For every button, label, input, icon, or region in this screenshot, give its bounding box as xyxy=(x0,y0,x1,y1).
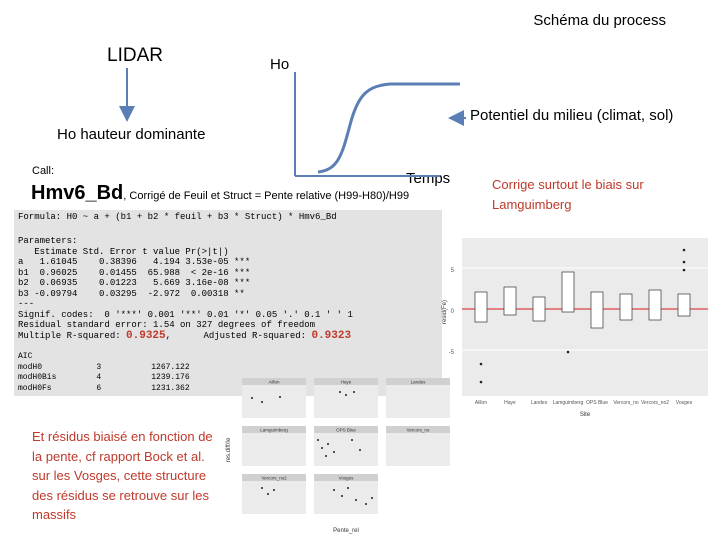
slide-title: Schéma du process xyxy=(533,12,666,29)
separator: --- xyxy=(18,299,35,309)
svg-text:Haye: Haye xyxy=(340,379,352,385)
facet-panels xyxy=(242,378,450,514)
regression-coefficients xyxy=(18,236,353,341)
ytick-label: 0 xyxy=(450,309,454,315)
aic-table xyxy=(18,352,200,394)
ho-dominante-label: Ho hauteur dominante xyxy=(57,126,206,143)
potentiel-label: Potentiel du milieu (climat, sol) xyxy=(470,107,674,124)
aic-row: modH0Bis 4 1239.176 xyxy=(18,373,190,382)
x-axis-title: Site xyxy=(579,412,591,418)
residual-se: Residual standard error: 1.54 on 327 degrees of freedom xyxy=(18,320,316,330)
svg-text:Lamguimberg: Lamguimberg xyxy=(260,427,288,433)
columns-header: Estimate Std. Error t value Pr(>|t|) xyxy=(18,246,229,257)
r-squared-line: Multiple R-squared: 0.9325, Adjusted R-squared: 0.9323 xyxy=(18,329,352,342)
corrige-note: Corrige surtout le biais sur Lamguimberg xyxy=(492,177,644,212)
svg-text:Landes: Landes xyxy=(530,400,548,406)
multiple-r2-label: Multiple R-squared: xyxy=(18,330,127,341)
growth-curve xyxy=(318,84,460,172)
regression-formula: Formula: H0 ~ a + (b1 + b2 * feuil + b3 * Struct) * Hmv6_Bd xyxy=(18,212,337,222)
svg-text:Vercors_no2: Vercors_no2 xyxy=(261,475,287,481)
svg-text:Lamguimberg: Lamguimberg xyxy=(552,400,584,406)
parameters-header: Parameters: xyxy=(18,236,78,246)
svg-text:OPS Blue: OPS Blue xyxy=(336,427,356,433)
signif-codes: Signif. codes: 0 '***' 0.001 '**' 0.01 '*' 0.05 '.' 0.1 ' ' 1 xyxy=(18,309,353,320)
residual-by-site-plot xyxy=(440,232,712,432)
svg-text:Landes: Landes xyxy=(410,379,426,385)
svg-text:Aillon: Aillon xyxy=(268,379,280,385)
ytick-label: -5 xyxy=(448,350,454,356)
aic-header: AIC xyxy=(18,352,33,361)
coef-row-b3: b3 -0.09794 0.03295 -2.972 0.00318 ** xyxy=(18,288,245,299)
svg-text:OPS Blue: OPS Blue xyxy=(586,400,608,406)
call-label: Call: xyxy=(32,165,55,177)
temps-axis-label: Temps xyxy=(406,170,451,187)
coef-row-b1: b1 0.96025 0.01455 65.988 < 2e-16 *** xyxy=(18,267,251,278)
svg-text:Vercors_no2: Vercors_no2 xyxy=(640,400,670,406)
x-axis-title: Pente_rel xyxy=(333,528,359,534)
svg-text:Vercors_no: Vercors_no xyxy=(613,400,639,406)
svg-text:Vosges: Vosges xyxy=(338,475,354,481)
adjusted-r2-value: 0.9323 xyxy=(311,329,352,342)
model-name: Hmv6_Bd xyxy=(31,182,124,204)
y-axis-title: res.diff/Ie xyxy=(226,437,232,463)
adjusted-r2-label: Adjusted R-squared: xyxy=(203,330,312,341)
lidar-label: LIDAR xyxy=(107,45,163,66)
svg-text:Aillon: Aillon xyxy=(474,400,488,406)
model-title xyxy=(31,182,409,205)
svg-text:Haye: Haye xyxy=(504,400,516,406)
aic-row: modH0Fs 6 1231.362 xyxy=(18,383,190,393)
residus-note: Et résidus biaisé en fonction de la pente, cf rapport Bock et al. sur les Vosges, cette structure des résidus se retrouve sur les massifs xyxy=(32,429,213,522)
model-subtitle: , Corrigé de Feuil et Struct = Pente relative (H99-H80)/H99 xyxy=(123,190,410,202)
aic-row: modH0 3 1267.122 xyxy=(18,362,190,372)
plot-panel xyxy=(462,238,708,396)
site-tick-labels xyxy=(475,400,693,406)
multiple-r2-value: 0.9325 xyxy=(126,329,166,342)
residual-vs-slope-facets xyxy=(222,370,462,538)
y-axis-title: resid(Fe) xyxy=(442,299,448,325)
coef-row-a: a 1.61045 0.38396 4.194 3.53e-05 *** xyxy=(18,257,251,267)
coef-row-b2: b2 0.06935 0.01223 5.669 3.16e-08 *** xyxy=(18,278,251,288)
svg-text:Vosges: Vosges xyxy=(675,400,693,406)
svg-text:Vercors_no: Vercors_no xyxy=(406,427,430,433)
ho-axis-label: Ho xyxy=(270,56,290,73)
ytick-label: 5 xyxy=(450,268,454,274)
